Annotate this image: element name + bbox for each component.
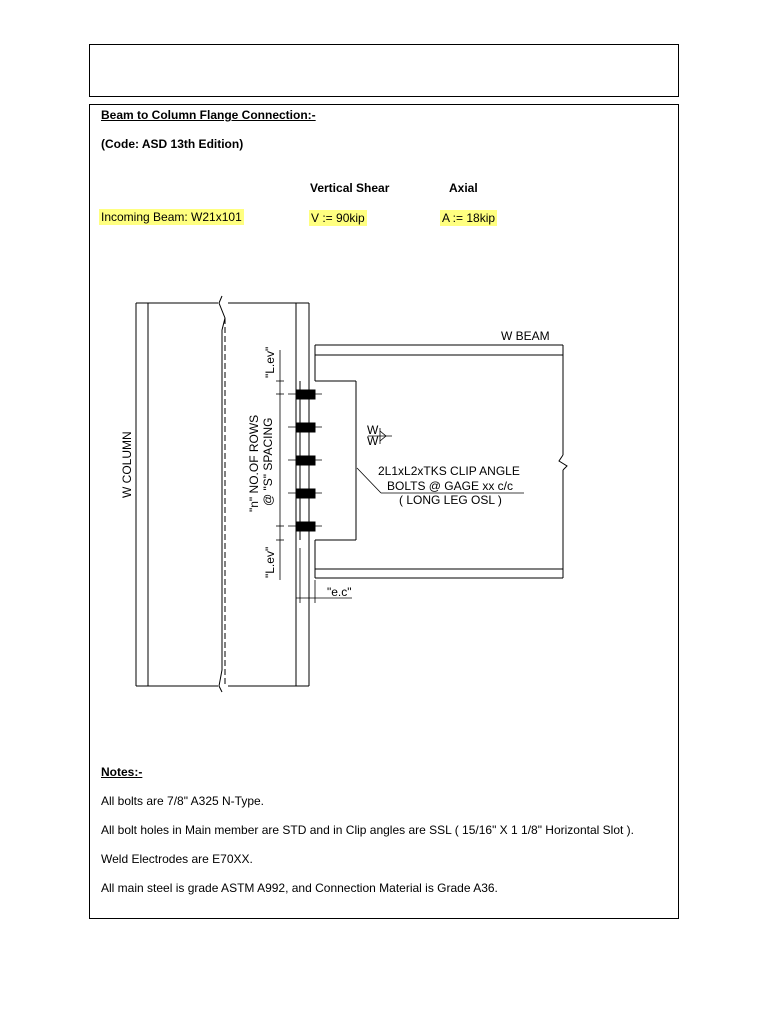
clip-label-2: BOLTS @ GAGE xx c/c	[387, 479, 513, 493]
bolt	[296, 489, 315, 498]
rows-label-2: @ "S" SPACING	[261, 417, 275, 506]
axial-value: A := 18kip	[442, 211, 496, 225]
bolts	[296, 390, 315, 531]
weld-label-top: W	[367, 423, 379, 437]
clip-label-3: ( LONG LEG OSL )	[399, 493, 502, 507]
axial-label: Axial	[449, 181, 478, 195]
w-beam-label: W BEAM	[501, 329, 550, 343]
clip-label-1: 2L1xL2xTKS CLIP ANGLE	[378, 464, 520, 478]
note-item: All bolt holes in Main member are STD and in Clip angles are SSL ( 15/16" X 1 1/8" Horizontal Slot ).	[101, 823, 634, 837]
bolt	[296, 423, 315, 432]
w-column-label: W COLUMN	[120, 431, 134, 498]
bolt	[296, 522, 315, 531]
rows-label-1: "n" NO.OF ROWS	[247, 414, 261, 512]
page-title: Beam to Column Flange Connection:-	[101, 108, 316, 122]
bolt	[296, 390, 315, 399]
note-item: Weld Electrodes are E70XX.	[101, 852, 253, 866]
note-item: All bolts are 7/8" A325 N-Type.	[101, 794, 265, 808]
bolt	[296, 456, 315, 465]
vertical-dimension	[276, 350, 284, 580]
bolt-centerlines	[288, 394, 322, 526]
ec-label: "e.c"	[327, 585, 352, 599]
lev-top-label: "L.ev"	[263, 346, 277, 378]
column	[136, 296, 309, 692]
note-item: All main steel is grade ASTM A992, and Connection Material is Grade A36.	[101, 881, 498, 895]
lev-bottom-label: "L.ev"	[263, 546, 277, 578]
incoming-beam: Incoming Beam: W21x101	[101, 210, 242, 224]
beam	[315, 345, 567, 578]
vertical-shear-label: Vertical Shear	[310, 181, 390, 195]
notes-heading: Notes:-	[101, 765, 143, 779]
shear-value: V := 90kip	[311, 211, 365, 225]
weld-label-bottom: W	[367, 434, 379, 448]
code-reference: (Code: ASD 13th Edition)	[101, 137, 244, 151]
